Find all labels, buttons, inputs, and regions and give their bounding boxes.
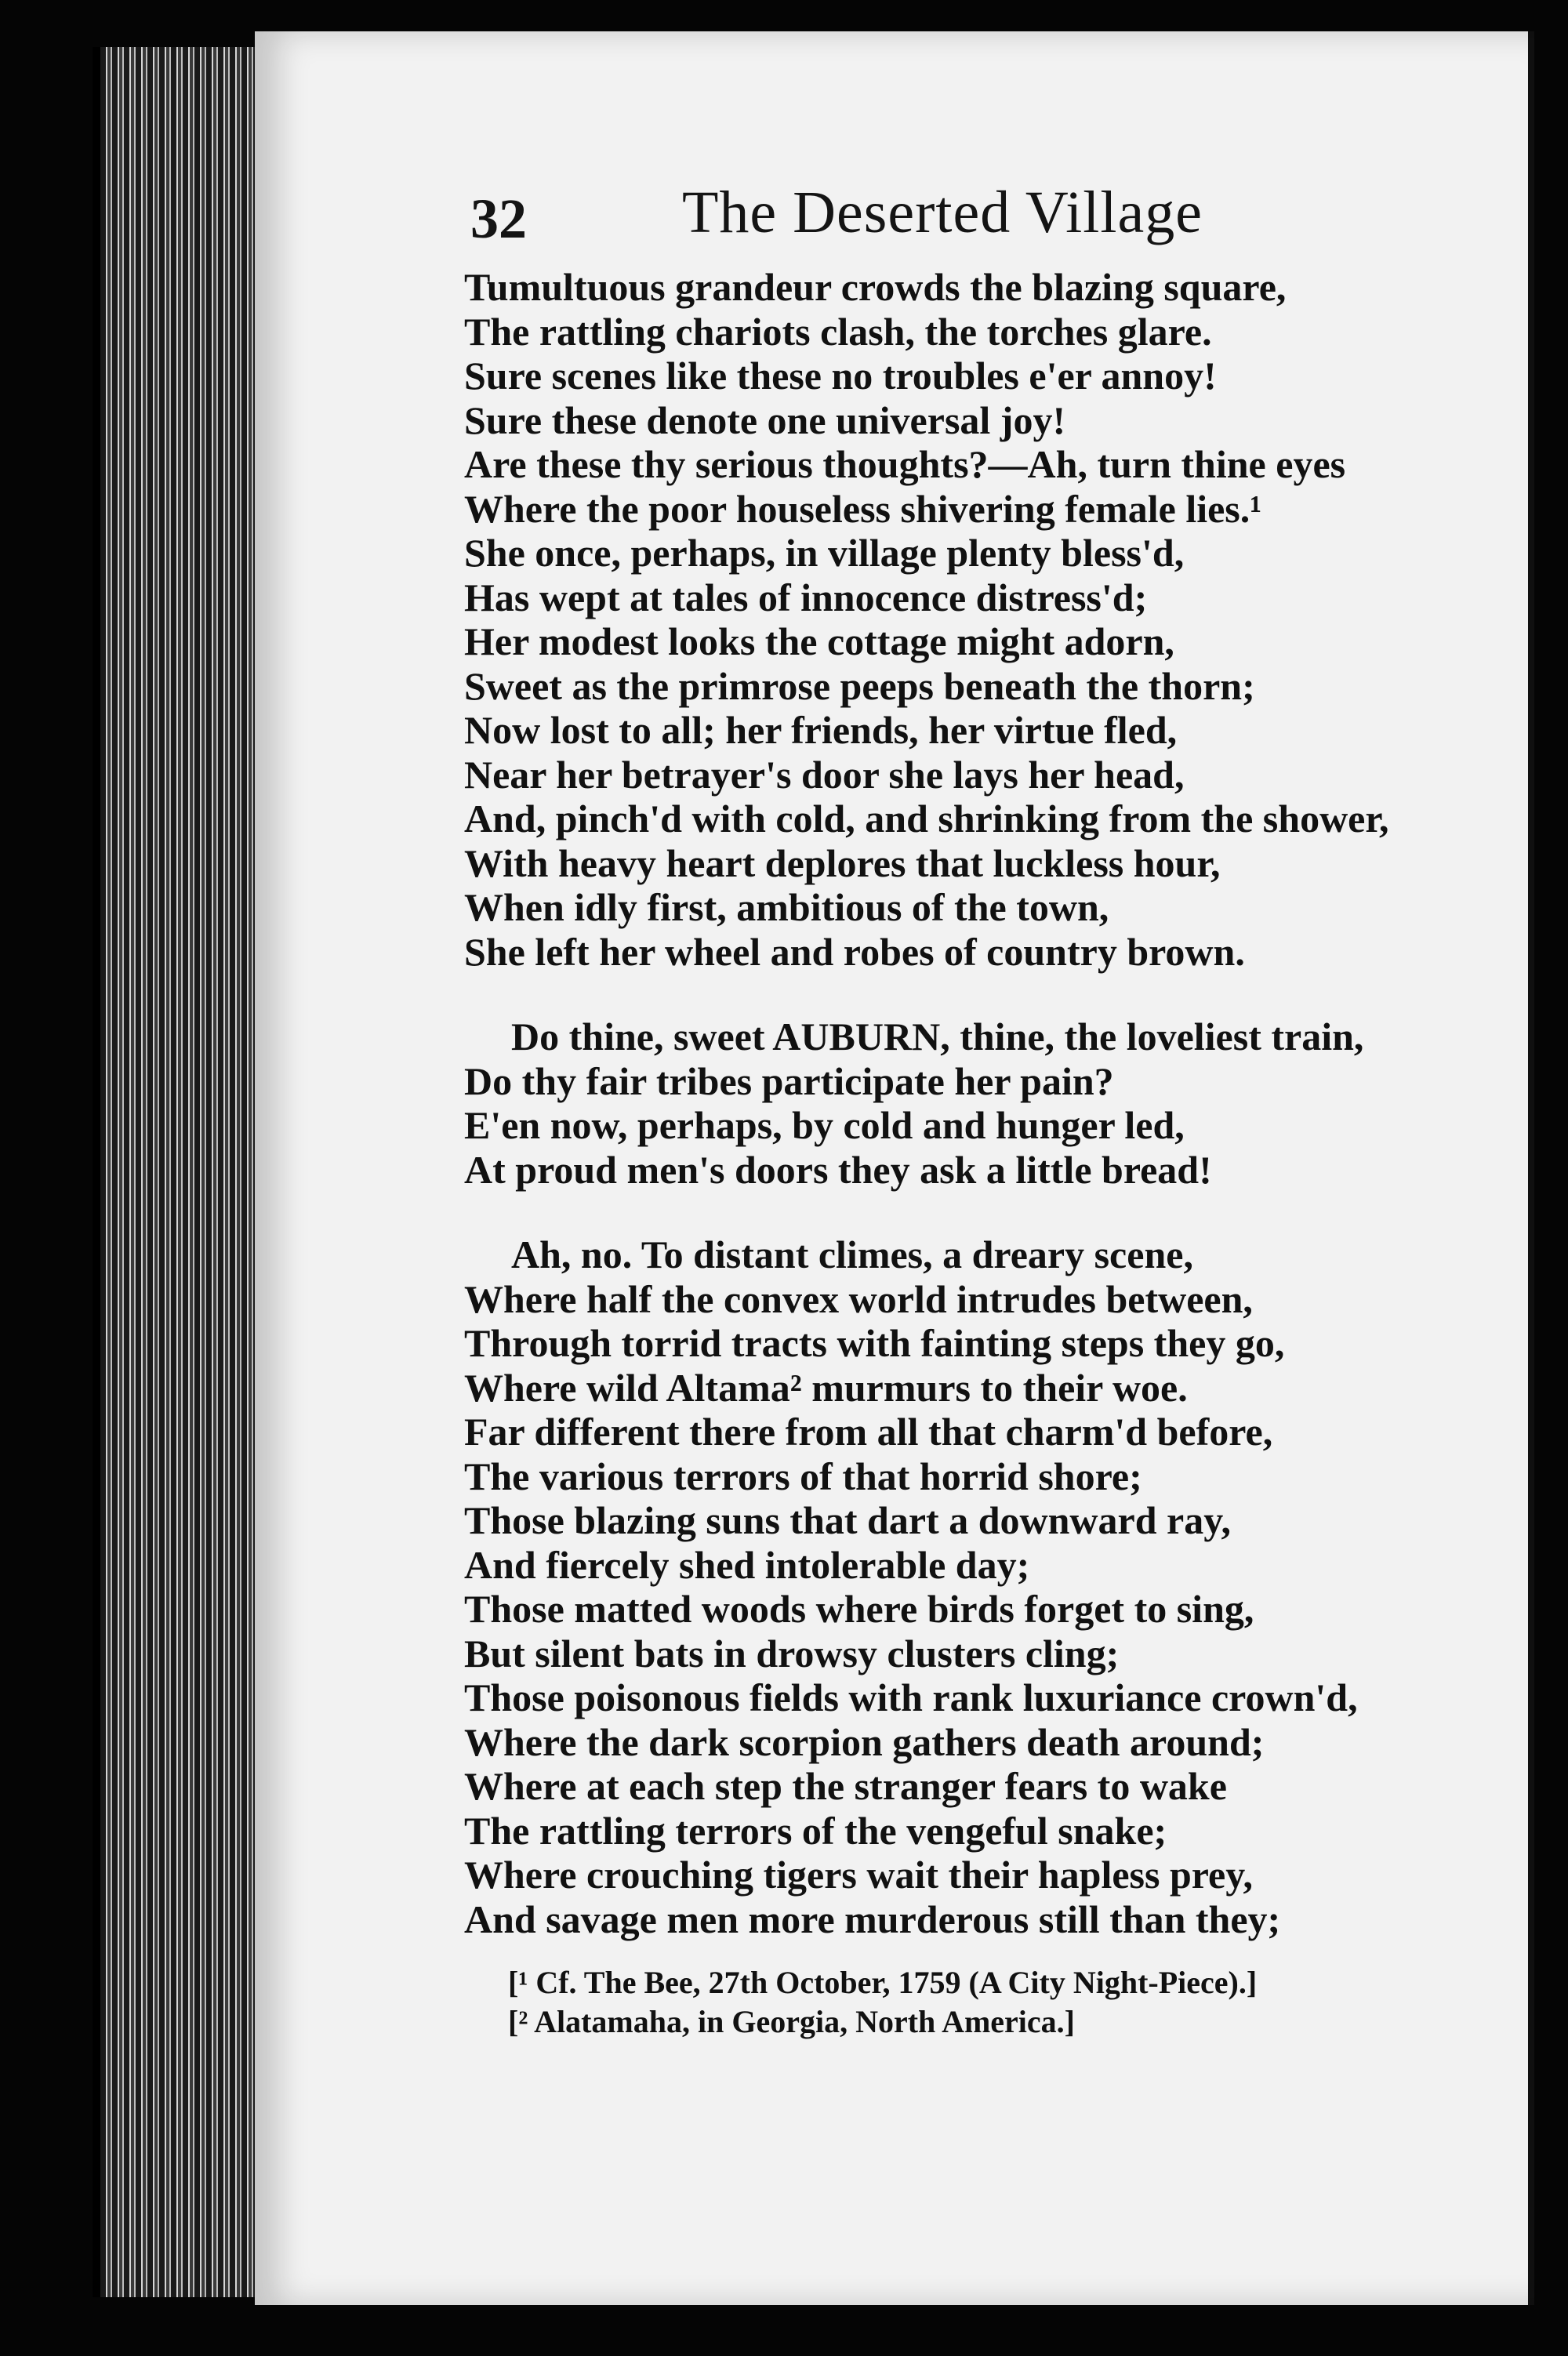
poem-line: Those poisonous fields with rank luxuriance crown'd, — [464, 1675, 1358, 1719]
poem-line: Those blazing suns that dart a downward ray, — [464, 1498, 1231, 1542]
poem-line: The rattling terrors of the vengeful snake; — [464, 1808, 1167, 1853]
book-page-edges — [93, 47, 269, 2297]
page-number: 32 — [470, 187, 527, 250]
stanza-2 — [464, 1015, 1538, 1192]
poem-line: E'en now, perhaps, by cold and hunger led, — [464, 1103, 1185, 1147]
poem-line: Ah, no. To distant climes, a dreary scene, — [511, 1232, 1193, 1276]
poem-line: Where the dark scorpion gathers death around; — [464, 1719, 1265, 1764]
poem-line: And fiercely shed intolerable day; — [464, 1542, 1030, 1587]
poem-line: And, pinch'd with cold, and shrinking from the shower, — [464, 797, 1389, 840]
footnote-2: [² Alatamaha, in Georgia, North America.] — [508, 2004, 1075, 2039]
footnotes — [508, 1963, 1527, 2042]
poem-line: Has wept at tales of innocence distress'd; — [464, 575, 1148, 619]
poem-line: She once, perhaps, in village plenty bless'd, — [464, 531, 1185, 575]
poem-line: Where half the convex world intrudes between, — [464, 1276, 1253, 1321]
poem-line: When idly first, ambitious of the town, — [464, 885, 1109, 929]
poem-line: Sure scenes like these no troubles e'er annoy! — [464, 354, 1217, 398]
poem-line: Now lost to all; her friends, her virtue fled, — [464, 708, 1178, 752]
poem-line: With heavy heart deplores that luckless hour, — [464, 840, 1221, 885]
poem-line: Those matted woods where birds forget to sing, — [464, 1587, 1254, 1631]
poem-line: The rattling chariots clash, the torches glare. — [464, 309, 1212, 354]
poem-line: The various terrors of that horrid shore; — [464, 1454, 1142, 1498]
poem-text — [464, 265, 1538, 1941]
poem-line: Where the poor houseless shivering female lies.¹ — [464, 486, 1262, 531]
poem-line: Near her betrayer's door she lays her head, — [464, 752, 1185, 797]
poem-line: Tumultuous grandeur crowds the blazing square, — [464, 265, 1287, 309]
poem-line: But silent bats in drowsy clusters cling; — [464, 1631, 1120, 1675]
poem-line: Through torrid tracts with fainting steps they go, — [464, 1321, 1285, 1365]
poem-line: Where at each step the stranger fears to wake — [464, 1764, 1227, 1808]
poem-line: She left her wheel and robes of country brown. — [464, 929, 1245, 974]
stanza-3 — [464, 1232, 1538, 1941]
poem-line: Where wild Altama² murmurs to their woe. — [464, 1365, 1188, 1410]
poem-line: Far different there from all that charm'd before, — [464, 1410, 1273, 1454]
poem-line: Her modest looks the cottage might adorn, — [464, 619, 1174, 663]
poem-line: And savage men more murderous still than they; — [464, 1897, 1281, 1941]
page-header — [470, 179, 1372, 257]
poem-line: Sure these denote one universal joy! — [464, 398, 1066, 442]
poem-line: Where crouching tigers wait their hapless prey, — [464, 1853, 1253, 1897]
poem-line: Do thy fair tribes participate her pain? — [464, 1058, 1114, 1103]
poem-line: Are these thy serious thoughts?—Ah, turn thine eyes — [464, 442, 1346, 486]
poem-line: At proud men's doors they ask a little bread! — [464, 1147, 1212, 1192]
poem-line: Sweet as the primrose peeps beneath the thorn; — [464, 663, 1255, 708]
stanza-1 — [464, 265, 1538, 974]
poem-line: Do thine, sweet AUBURN, thine, the loveliest train, — [511, 1015, 1364, 1058]
footnote-1: [¹ Cf. The Bee, 27th October, 1759 (A City Night-Piece).] — [508, 1965, 1258, 2000]
running-title: The Deserted Village — [682, 180, 1203, 245]
